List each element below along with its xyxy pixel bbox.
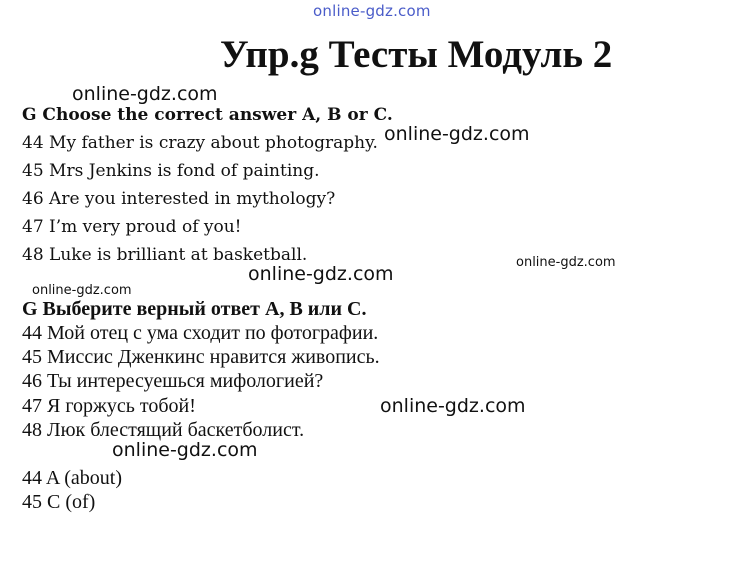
- russian-line-46: 46 Ты интересуешься мифологией?: [22, 370, 324, 392]
- russian-line-47: 47 Я горжусь тобой!: [22, 395, 196, 417]
- answer-45: 45 C (of): [22, 491, 96, 513]
- answer-44: 44 A (about): [22, 467, 122, 489]
- watermark: online-gdz.com: [380, 395, 526, 417]
- russian-line-44: 44 Мой отец с ума сходит по фотографии.: [22, 322, 379, 344]
- russian-line-45: 45 Миссис Дженкинс нравится живопись.: [22, 346, 380, 368]
- page-title: Упр.g Тесты Модуль 2: [220, 33, 613, 76]
- english-line-45: 45 Mrs Jenkins is fond of painting.: [22, 161, 320, 181]
- watermark: online-gdz.com: [384, 123, 530, 145]
- english-line-48: 48 Luke is brilliant at basketball.: [22, 245, 308, 265]
- watermark: online-gdz.com: [248, 263, 394, 285]
- watermark: online-gdz.com: [516, 255, 616, 270]
- english-task-heading: G Choose the correct answer A, B or C.: [22, 105, 393, 125]
- russian-task-heading: G Выберите верный ответ А, В или С.: [22, 298, 367, 320]
- top-watermark: online-gdz.com: [313, 2, 431, 20]
- russian-line-48: 48 Люк блестящий баскетболист.: [22, 419, 305, 441]
- english-line-47: 47 I’m very proud of you!: [22, 217, 242, 237]
- english-line-44: 44 My father is crazy about photography.: [22, 133, 378, 153]
- english-line-46: 46 Are you interested in mythology?: [22, 189, 336, 209]
- watermark: online-gdz.com: [32, 283, 132, 298]
- watermark: online-gdz.com: [72, 83, 218, 105]
- watermark: online-gdz.com: [112, 439, 258, 461]
